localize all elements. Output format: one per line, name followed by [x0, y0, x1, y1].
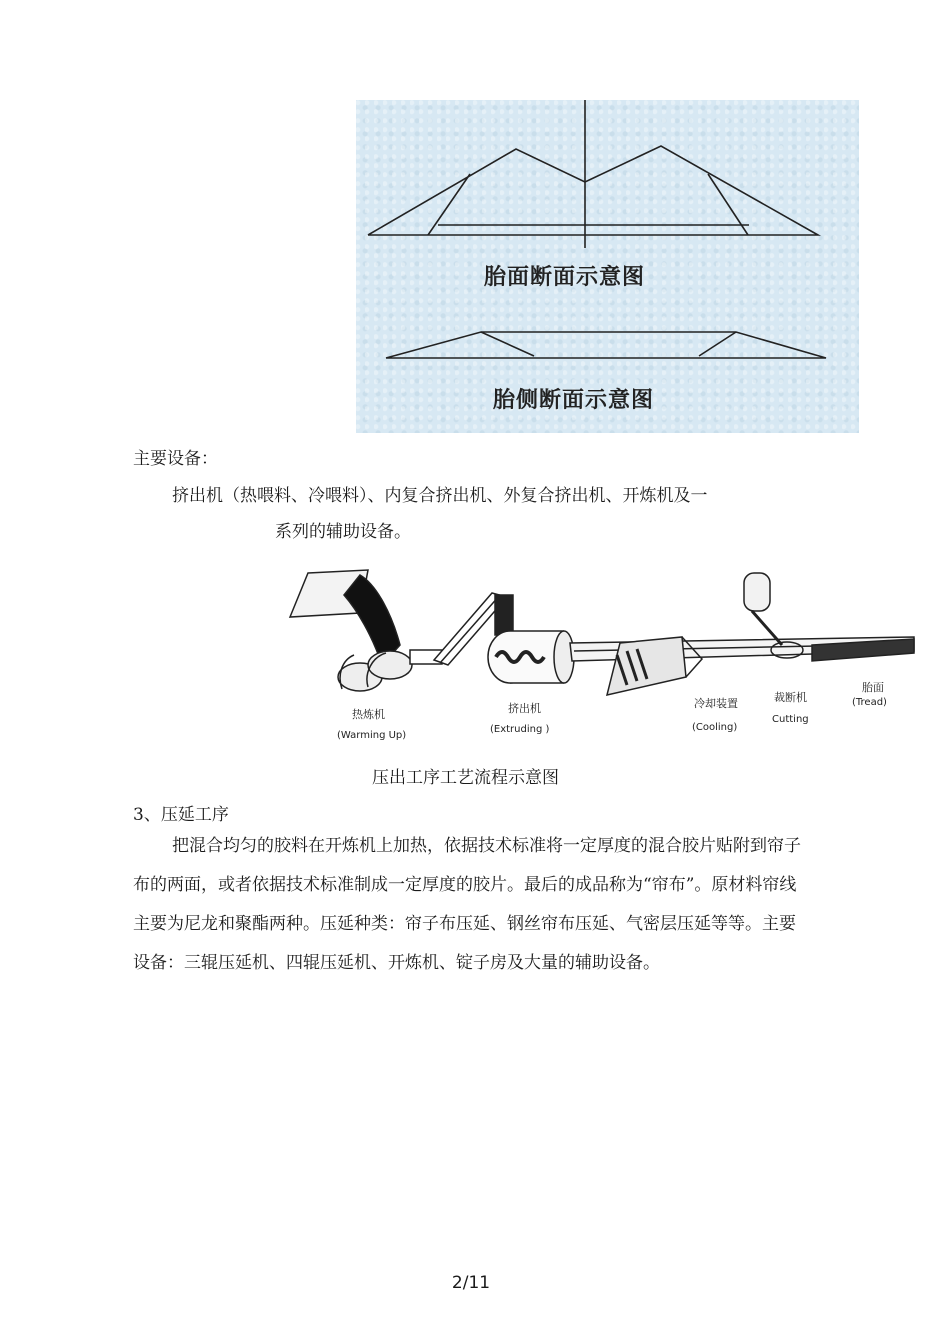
sidewall-section-caption: 胎侧断面示意图 — [493, 388, 655, 413]
warming-label-cn: 热炼机 — [352, 708, 385, 721]
extruding-label-en: (Extruding ) — [490, 724, 550, 735]
extruding-label-cn: 挤出机 — [508, 702, 541, 715]
tread-label-en: (Tread) — [852, 697, 887, 708]
extruder-hopper — [495, 595, 513, 635]
tread-section-caption: 胎面断面示意图 — [484, 265, 646, 290]
page-number: 2/11 — [451, 1273, 491, 1293]
cooling-label-cn: 冷却装置 — [694, 697, 738, 710]
equipment-line-1: 挤出机（热喂料、冷喂料）、内复合挤出机、外复合挤出机、开炼机及一 — [172, 486, 708, 506]
cross-section-figure — [356, 100, 859, 433]
tread-label-cn: 胎面 — [862, 681, 884, 694]
tread-outer-profile — [368, 146, 818, 235]
equipment-label: 主要设备： — [133, 449, 218, 469]
extrusion-process-diagram — [282, 565, 922, 750]
warming-roll-right — [368, 651, 412, 679]
cutter-head — [744, 573, 770, 611]
cutting-label-en: Cutting — [772, 714, 809, 725]
cutting-label-cn: 裁断机 — [774, 691, 807, 704]
warming-label-en: (Warming Up) — [337, 730, 407, 741]
process-figure-caption: 压出工序工艺流程示意图 — [372, 768, 559, 788]
section-heading: 3、压延工序 — [133, 805, 229, 825]
cooling-unit — [607, 637, 686, 695]
equipment-line-2: 系列的辅助设备。 — [275, 522, 411, 542]
cooling-label-en: (Cooling) — [692, 722, 738, 733]
sidewall-outer-profile — [386, 332, 826, 358]
section-paragraph — [133, 827, 805, 983]
section-paragraph-text: 把混合均匀的胶料在开炼机上加热，依据技术标准将一定厚度的混合胶片贴附到帘子布的两面，或者依据技术标准制成一定厚度的胶片。最后的成品称为“帘布”。原材料帘线主要为尼龙和聚酯两种。压延种类：帘子布压延、钢丝帘布压延、气密层压延等等。主要设备：三辊压延机、四辊压延机、开炼机、锭子房及大量的辅助设备。 — [133, 836, 801, 973]
